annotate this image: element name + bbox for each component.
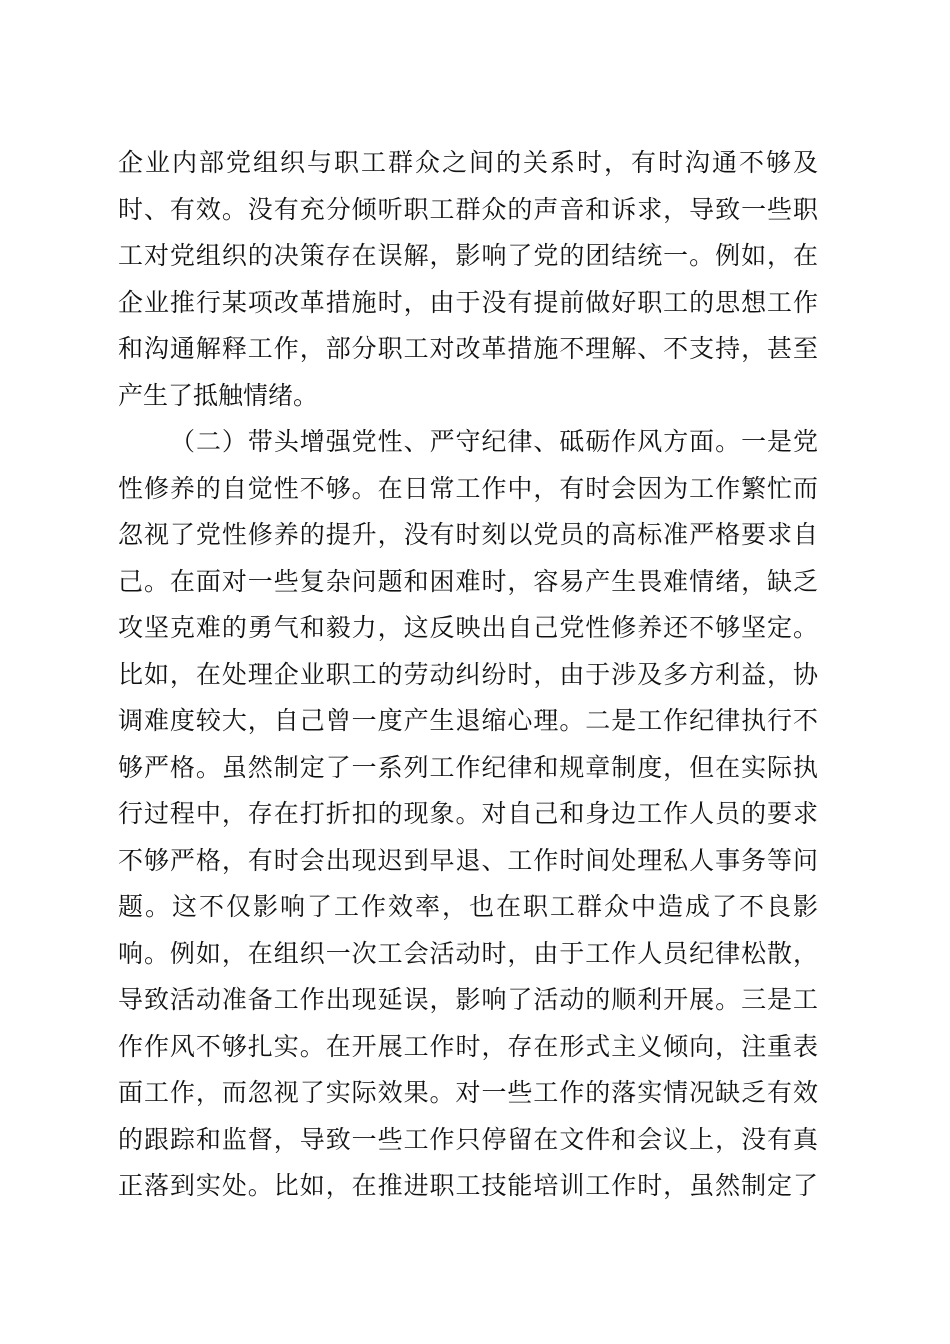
text-line: 的跟踪和监督，导致一些工作只停留在文件和会议上，没有真 — [118, 1124, 818, 1154]
text-line: 题。这不仅影响了工作效率，也在职工群众中造成了不良影 — [118, 892, 818, 921]
text-line: 作作风不够扎实。在开展工作时，存在形式主义倾向，注重表 — [118, 1031, 818, 1061]
text-line: 忽视了党性修养的提升，没有时刻以党员的高标准严格要求自 — [118, 520, 818, 549]
text-line: 和沟通解释工作，部分职工对改革措施不理解、不支持，甚至 — [118, 334, 818, 363]
text-line: 己。在面对一些复杂问题和困难时，容易产生畏难情绪，缺乏 — [118, 566, 818, 596]
text-line: 正落到实处。比如，在推进职工技能培训工作时，虽然制定了 — [118, 1171, 818, 1200]
text-line: 比如，在处理企业职工的劳动纠纷时，由于涉及多方利益，协 — [118, 659, 818, 689]
text-line: 调难度较大，自己曾一度产生退缩心理。二是工作纪律执行不 — [118, 706, 818, 735]
text-line: 行过程中，存在打折扣的现象。对自己和身边工作人员的要求 — [118, 799, 818, 828]
text-line: 攻坚克难的勇气和毅力，这反映出自己党性修养还不够坚定。 — [118, 613, 818, 642]
text-line: 够严格。虽然制定了一系列工作纪律和规章制度，但在实际执 — [118, 752, 818, 782]
text-line: 响。例如，在组织一次工会活动时，由于工作人员纪律松散， — [118, 938, 818, 968]
text-line: 企业推行某项改革措施时，由于没有提前做好职工的思想工作 — [118, 287, 818, 317]
body-text — [118, 140, 818, 1210]
text-line: 导致活动准备工作出现延误，影响了活动的顺利开展。三是工 — [118, 985, 818, 1014]
text-line: 不够严格，有时会出现迟到早退、工作时间处理私人事务等问 — [118, 845, 818, 875]
text-line: 性修养的自觉性不够。在日常工作中，有时会因为工作繁忙而 — [118, 473, 818, 503]
section-heading-line: （二）带头增强党性、严守纪律、砥砺作风方面。一是党 — [170, 427, 818, 456]
text-line: 时、有效。没有充分倾听职工群众的声音和诉求，导致一些职 — [118, 194, 818, 224]
text-line: 工对党组织的决策存在误解，影响了党的团结统一。例如，在 — [118, 241, 818, 270]
text-line: 产生了抵触情绪。 — [118, 380, 319, 410]
text-line: 企业内部党组织与职工群众之间的关系时，有时沟通不够及 — [118, 148, 818, 177]
text-line: 面工作，而忽视了实际效果。对一些工作的落实情况缺乏有效 — [118, 1078, 818, 1107]
